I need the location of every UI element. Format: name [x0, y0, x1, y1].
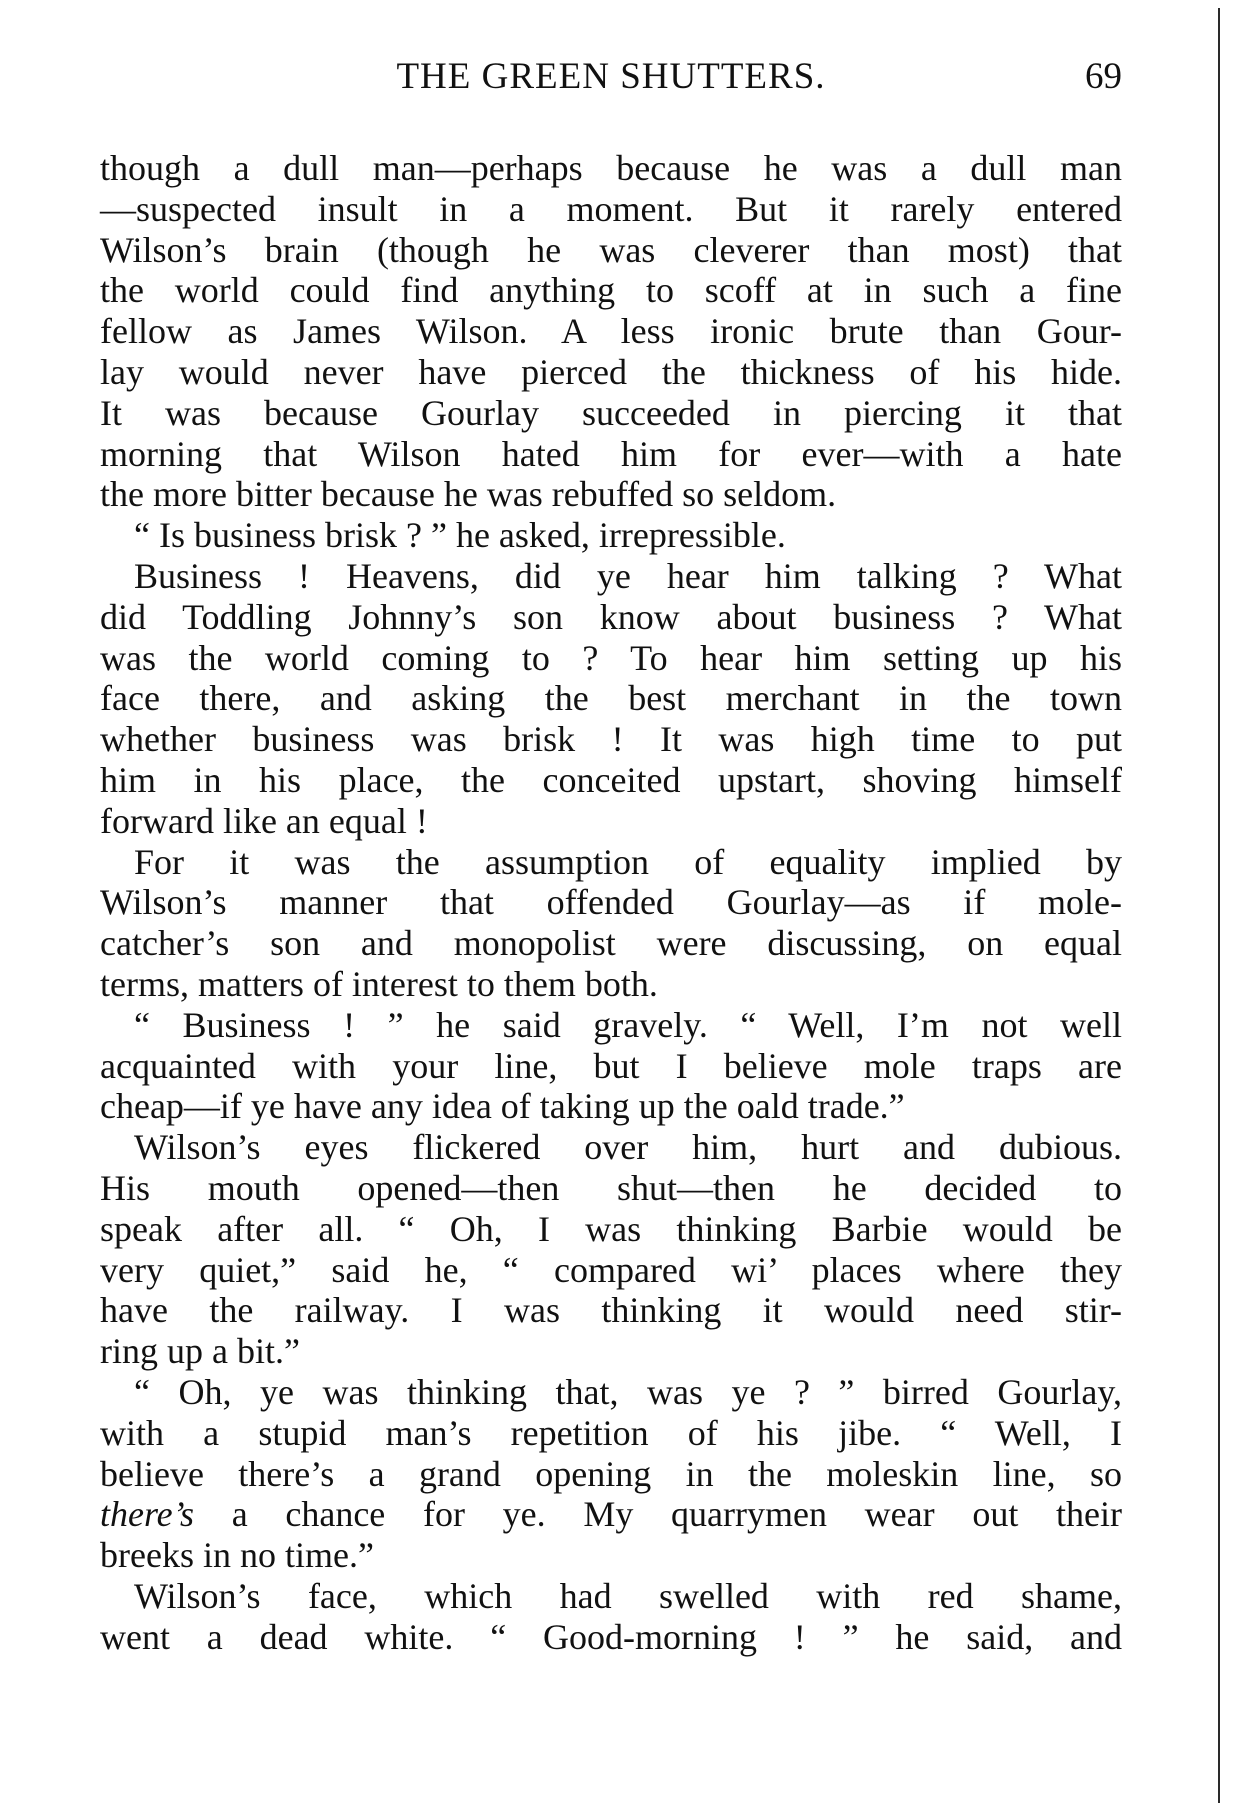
text-line: the world could find anything to scoff at in such a fine	[100, 270, 1122, 311]
text-line: —suspected insult in a moment. But it rarely entered	[100, 188, 1122, 229]
text-line: Business ! Heavens, did ye hear him talking ? What	[134, 555, 1122, 596]
text-line: forward like an equal !	[100, 800, 428, 841]
body-text	[100, 148, 1122, 1657]
text-line: cheap—if ye have any idea of taking up the oald trade.”	[100, 1086, 905, 1127]
text-line: though a dull man—perhaps because he was a dull man	[100, 148, 1122, 188]
text-line: the more bitter because he was rebuffed so seldom.	[100, 474, 837, 515]
text-line: catcher’s son and monopolist were discussing, on equal	[100, 923, 1122, 964]
text-line: did Toddling Johnny’s son know about business ? What	[100, 596, 1122, 637]
text-line-rest: a chance for ye. My quarrymen wear out their	[194, 1494, 1122, 1535]
text-line: believe there’s a grand opening in the moleskin line, so	[100, 1453, 1122, 1494]
text-line: For it was the assumption of equality implied by	[134, 841, 1122, 882]
text-line: lay would never have pierced the thickness of his hide.	[100, 351, 1122, 392]
text-line: ring up a bit.”	[100, 1331, 300, 1372]
text-line: Wilson’s manner that offended Gourlay—as if mole-	[100, 882, 1122, 923]
text-line: Wilson’s eyes flickered over him, hurt and dubious.	[134, 1127, 1122, 1168]
text-line: was the world coming to ? To hear him setting up his	[100, 637, 1122, 678]
text-line: Wilson’s face, which had swelled with red shame,	[134, 1575, 1122, 1616]
text-line: His mouth opened—then shut—then he decided to	[100, 1167, 1122, 1208]
text-line: breeks in no time.”	[100, 1535, 374, 1576]
running-title: THE GREEN SHUTTERS.	[396, 56, 826, 97]
italic-word: there’s	[100, 1494, 194, 1535]
text-line: “ Oh, ye was thinking that, was ye ? ” birred Gourlay,	[134, 1371, 1122, 1412]
text-line: him in his place, the conceited upstart, shoving himself	[100, 759, 1122, 800]
page-edge-line	[1218, 8, 1220, 1803]
text-line: “ Is business brisk ? ” he asked, irrepressible.	[134, 515, 786, 556]
text-line: Wilson’s brain (though he was cleverer than most) that	[100, 229, 1122, 270]
text-line: very quiet,” said he, “ compared wi’ places where they	[100, 1249, 1122, 1290]
text-line: “ Business ! ” he said gravely. “ Well, I’m not well	[134, 1004, 1122, 1045]
text-line: with a stupid man’s repetition of his jibe. “ Well, I	[100, 1412, 1122, 1453]
page-header	[100, 54, 1122, 100]
text-line: terms, matters of interest to them both.	[100, 963, 658, 1004]
page-number: 69	[1085, 56, 1122, 97]
text-line: whether business was brisk ! It was high time to put	[100, 719, 1122, 760]
text-line: went a dead white. “ Good-morning ! ” he said, and	[100, 1616, 1122, 1657]
text-line: face there, and asking the best merchant in the town	[100, 678, 1122, 719]
text-line	[100, 1494, 1122, 1535]
text-line: morning that Wilson hated him for ever—with a hate	[100, 433, 1122, 474]
text-line: It was because Gourlay succeeded in piercing it that	[100, 392, 1122, 433]
text-line: fellow as James Wilson. A less ironic brute than Gour-	[100, 311, 1122, 352]
text-line: have the railway. I was thinking it would need stir-	[100, 1290, 1122, 1331]
text-line: speak after all. “ Oh, I was thinking Barbie would be	[100, 1208, 1122, 1249]
text-line: acquainted with your line, but I believe mole traps are	[100, 1045, 1122, 1086]
